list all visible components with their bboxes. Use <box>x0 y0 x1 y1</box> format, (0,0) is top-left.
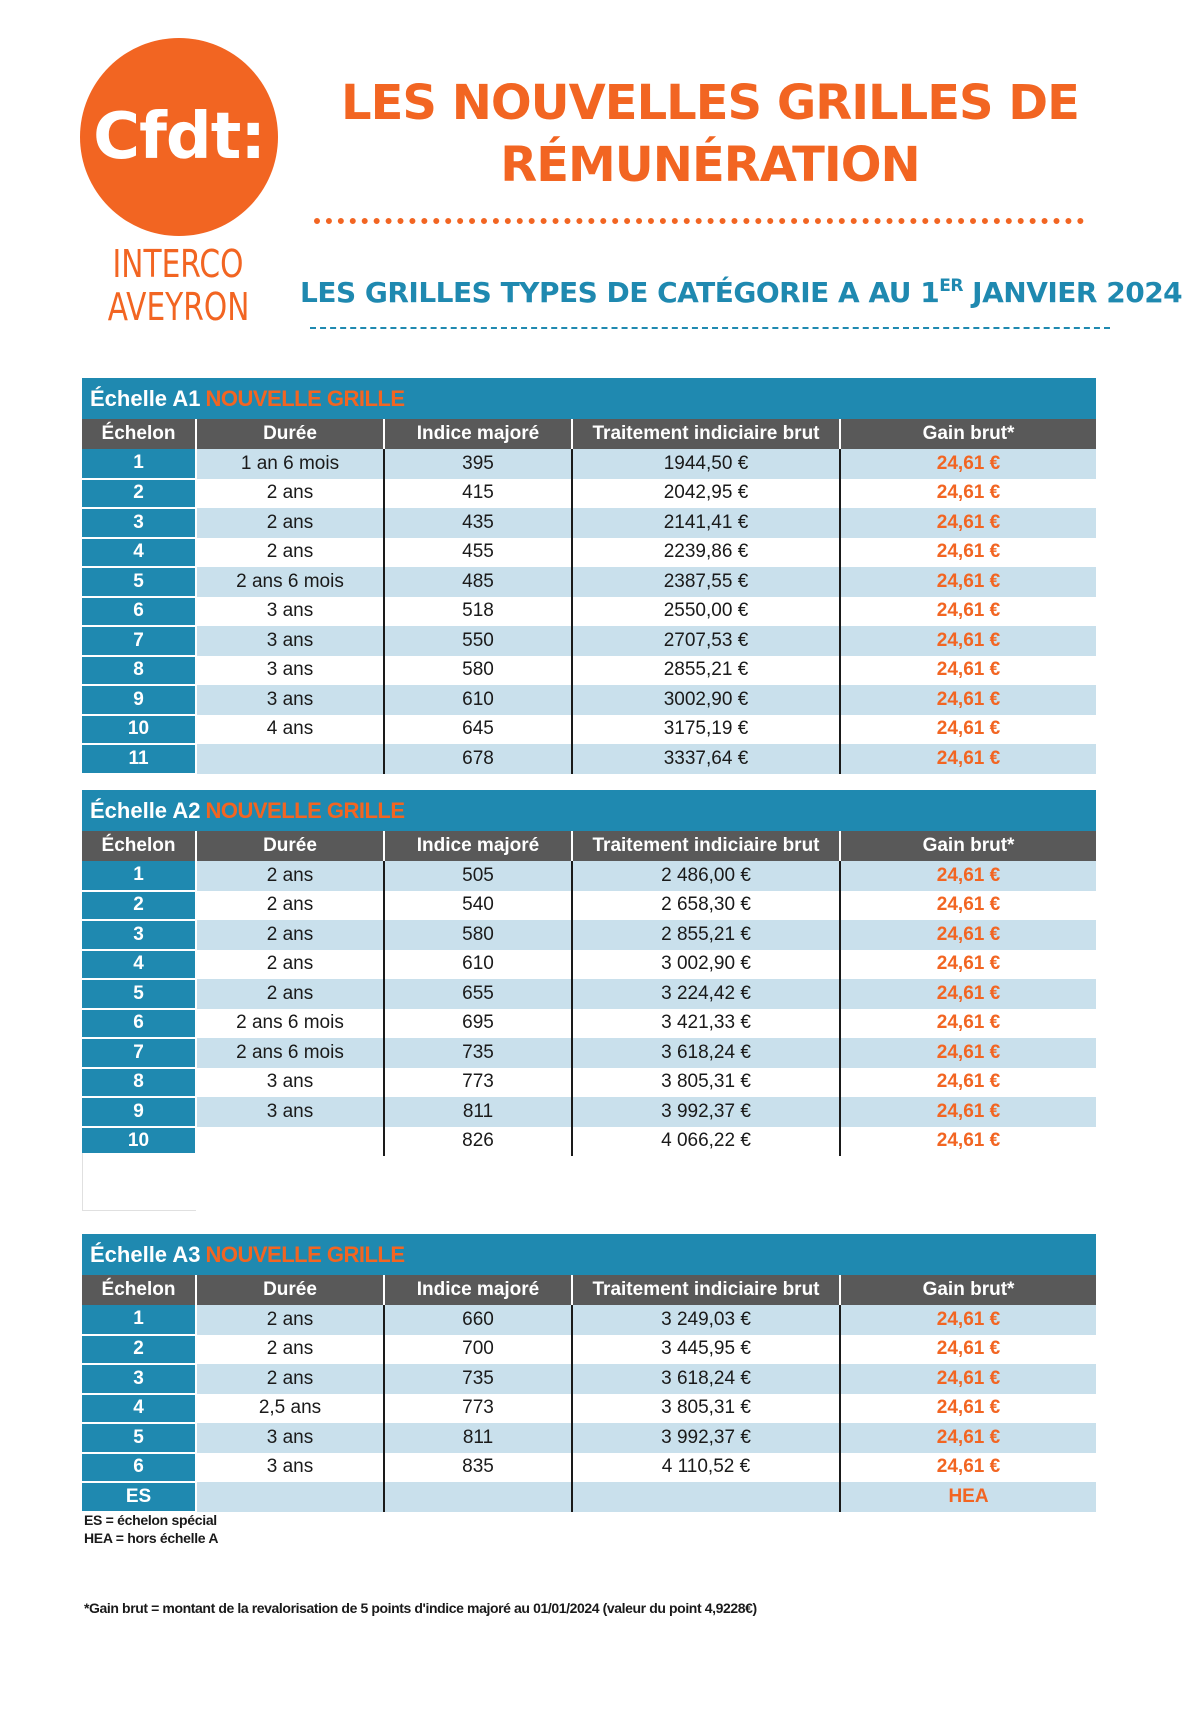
col-indice-majore-cell: 540 <box>384 891 572 921</box>
table-header-row <box>82 419 1096 449</box>
col-duree-cell <box>196 744 384 774</box>
table-row <box>82 1305 1096 1335</box>
col-duree-cell: 3 ans <box>196 1097 384 1127</box>
col-echelon-cell: 8 <box>82 1068 196 1098</box>
table-row <box>82 685 1096 715</box>
col-gain-brut-cell: 24,61 € <box>840 1423 1096 1453</box>
header-col-traitement-brut: Traitement indiciaire brut <box>572 831 840 861</box>
subtitle-main: LES GRILLES TYPES DE CATÉGORIE A AU 1 <box>300 276 940 309</box>
col-duree-cell: 2 ans <box>196 891 384 921</box>
col-gain-brut-cell: 24,61 € <box>936 1012 1001 1034</box>
table-row <box>82 1482 1096 1512</box>
col-indice-majore-cell: 735 <box>384 1038 572 1068</box>
col-gain-brut-cell: 24,61 € <box>840 449 1096 479</box>
col-indice-majore-cell: 773 <box>384 1394 572 1424</box>
table-row <box>82 626 1096 656</box>
col-traitement-brut-cell: 2 855,21 € <box>572 920 840 950</box>
col-traitement-brut-cell: 3 805,31 € <box>572 1068 840 1098</box>
col-duree-cell: 2 ans <box>196 479 384 509</box>
grid-table <box>82 1275 1096 1513</box>
col-duree-cell: 3 ans <box>196 1068 384 1098</box>
col-indice-majore-cell: 811 <box>384 1423 572 1453</box>
col-traitement-brut-cell: 4 066,22 € <box>572 1127 840 1157</box>
grid-tag: NOUVELLE GRILLE <box>205 385 405 411</box>
col-echelon-cell: 3 <box>82 508 196 538</box>
table-row <box>82 1453 1096 1483</box>
col-indice-majore-cell: 826 <box>384 1127 572 1157</box>
col-echelon-cell: 10 <box>82 1127 196 1157</box>
col-duree-cell: 3 ans <box>196 1453 384 1483</box>
page-title-line1: LES NOUVELLES GRILLES DE <box>341 75 1079 131</box>
col-traitement-brut-cell: 2855,21 € <box>572 656 840 686</box>
col-echelon-cell: 9 <box>82 1097 196 1127</box>
col-echelon-cell: 5 <box>82 1423 196 1453</box>
table-row <box>82 538 1096 568</box>
col-indice-majore-cell: 485 <box>384 567 572 597</box>
col-echelon-cell: 2 <box>82 1335 196 1365</box>
header-col-echelon: Échelon <box>82 831 196 861</box>
col-gain-brut-cell: 24,61 € <box>936 1130 1001 1152</box>
col-indice-majore-cell: 695 <box>384 1009 572 1039</box>
col-duree-cell: 4 ans <box>196 715 384 745</box>
col-duree-cell: 2,5 ans <box>196 1394 384 1424</box>
col-traitement-brut-cell <box>572 1482 840 1512</box>
page-title-line2: RÉMUNÉRATION <box>500 137 920 193</box>
legend-hea: HEA = hors échelle A <box>84 1530 219 1546</box>
col-duree-cell: 2 ans 6 mois <box>196 567 384 597</box>
col-traitement-brut-cell: 4 110,52 € <box>572 1453 840 1483</box>
col-gain-brut-cell: 24,61 € <box>936 600 1001 622</box>
col-gain-brut-cell: 24,61 € <box>840 744 1096 774</box>
col-gain-brut-cell: 24,61 € <box>840 567 1096 597</box>
table-row <box>82 950 1096 980</box>
col-indice-majore-cell: 660 <box>384 1305 572 1335</box>
col-duree-cell: 2 ans <box>196 950 384 980</box>
col-echelon-cell: ES <box>82 1482 196 1512</box>
col-traitement-brut-cell: 2141,41 € <box>572 508 840 538</box>
col-duree-cell <box>196 1482 384 1512</box>
grid-table <box>82 831 1096 1157</box>
col-indice-majore-cell: 550 <box>384 626 572 656</box>
col-duree-cell: 2 ans <box>196 538 384 568</box>
grid-tag: NOUVELLE GRILLE <box>205 797 405 823</box>
col-indice-majore-cell: 678 <box>384 744 572 774</box>
logo-text: Cfdt: <box>93 100 265 174</box>
col-duree-cell: 2 ans <box>196 1364 384 1394</box>
table-row <box>82 861 1096 891</box>
table-row <box>82 597 1096 627</box>
grid-name: Échelle A1 <box>90 385 201 411</box>
col-indice-majore-cell: 415 <box>384 479 572 509</box>
col-indice-majore-cell: 505 <box>384 861 572 891</box>
col-gain-brut-cell: 24,61 € <box>840 1097 1096 1127</box>
header-col-gain-brut: Gain brut* <box>840 1275 1096 1305</box>
col-indice-majore-cell: 610 <box>384 950 572 980</box>
col-echelon-cell: 6 <box>82 1009 196 1039</box>
table-row <box>82 508 1096 538</box>
header-col-duree: Durée <box>196 419 384 449</box>
col-echelon-cell: 5 <box>82 979 196 1009</box>
col-echelon-cell: 11 <box>82 744 196 774</box>
col-gain-brut-cell: 24,61 € <box>840 1038 1096 1068</box>
col-traitement-brut-cell: 3002,90 € <box>572 685 840 715</box>
col-duree-cell <box>196 1127 384 1157</box>
col-indice-majore-cell <box>384 1482 572 1512</box>
col-echelon-cell: 2 <box>82 479 196 509</box>
col-gain-brut-cell: 24,61 € <box>840 979 1096 1009</box>
header-col-gain-brut: Gain brut* <box>840 419 1096 449</box>
col-duree-cell: 2 ans <box>196 1335 384 1365</box>
col-gain-brut-cell: 24,61 € <box>936 541 1001 563</box>
table-row <box>82 1423 1096 1453</box>
col-duree-cell: 2 ans <box>196 1305 384 1335</box>
col-indice-majore-cell: 395 <box>384 449 572 479</box>
col-indice-majore-cell: 580 <box>384 656 572 686</box>
header-col-traitement-brut: Traitement indiciaire brut <box>572 1275 840 1305</box>
col-echelon-cell: 4 <box>82 1394 196 1424</box>
table-row <box>82 1127 1096 1157</box>
col-echelon-cell: 9 <box>82 685 196 715</box>
col-echelon-cell: 1 <box>82 1305 196 1335</box>
col-indice-majore-cell: 518 <box>384 597 572 627</box>
col-gain-brut-cell: 24,61 € <box>936 482 1001 504</box>
col-echelon-cell: 4 <box>82 950 196 980</box>
header-col-indice-majore: Indice majoré <box>384 1275 572 1305</box>
table-row <box>82 891 1096 921</box>
grid-title <box>82 378 1096 419</box>
table-header-row <box>82 831 1096 861</box>
col-traitement-brut-cell: 3 421,33 € <box>572 1009 840 1039</box>
col-traitement-brut-cell: 3 618,24 € <box>572 1364 840 1394</box>
table-row <box>82 1038 1096 1068</box>
col-indice-majore-cell: 811 <box>384 1097 572 1127</box>
orange-dotted-divider <box>314 218 1084 224</box>
table-row <box>82 479 1096 509</box>
col-gain-brut-cell: 24,61 € <box>840 1364 1096 1394</box>
col-duree-cell: 3 ans <box>196 626 384 656</box>
col-indice-majore-cell: 455 <box>384 538 572 568</box>
subtitle-end: JANVIER 2024 <box>962 276 1183 309</box>
col-duree-cell: 3 ans <box>196 597 384 627</box>
col-echelon-cell: 5 <box>82 567 196 597</box>
grid-tag: NOUVELLE GRILLE <box>205 1241 405 1267</box>
col-gain-brut-cell: HEA <box>840 1482 1096 1512</box>
table-header-row <box>82 1275 1096 1305</box>
logo-line-interco: INTERCO <box>112 242 244 286</box>
header-col-traitement-brut: Traitement indiciaire brut <box>572 419 840 449</box>
col-gain-brut-cell: 24,61 € <box>936 1071 1001 1093</box>
header-col-indice-majore: Indice majoré <box>384 419 572 449</box>
col-gain-brut-cell: 24,61 € <box>936 894 1001 916</box>
col-gain-brut-cell: 24,61 € <box>840 626 1096 656</box>
col-traitement-brut-cell: 2239,86 € <box>572 538 840 568</box>
col-duree-cell: 2 ans <box>196 920 384 950</box>
logo-line-aveyron: AVEYRON <box>107 285 250 329</box>
grid-title <box>82 1234 1096 1275</box>
col-traitement-brut-cell: 2550,00 € <box>572 597 840 627</box>
col-traitement-brut-cell: 3 445,95 € <box>572 1335 840 1365</box>
col-indice-majore-cell: 835 <box>384 1453 572 1483</box>
col-duree-cell: 2 ans <box>196 979 384 1009</box>
col-traitement-brut-cell: 3 249,03 € <box>572 1305 840 1335</box>
grid-title <box>82 790 1096 831</box>
table-row <box>82 1097 1096 1127</box>
col-traitement-brut-cell: 3 618,24 € <box>572 1038 840 1068</box>
col-indice-majore-cell: 435 <box>384 508 572 538</box>
table-row <box>82 744 1096 774</box>
col-traitement-brut-cell: 3 805,31 € <box>572 1394 840 1424</box>
table-row <box>82 1068 1096 1098</box>
col-indice-majore-cell: 773 <box>384 1068 572 1098</box>
header-col-echelon: Échelon <box>82 419 196 449</box>
col-gain-brut-cell: 24,61 € <box>840 861 1096 891</box>
col-traitement-brut-cell: 3 992,37 € <box>572 1423 840 1453</box>
col-gain-brut-cell: 24,61 € <box>840 920 1096 950</box>
col-echelon-cell: 3 <box>82 920 196 950</box>
col-gain-brut-cell: 24,61 € <box>840 508 1096 538</box>
col-traitement-brut-cell: 2 658,30 € <box>572 891 840 921</box>
col-duree-cell: 1 an 6 mois <box>196 449 384 479</box>
col-traitement-brut-cell: 3175,19 € <box>572 715 840 745</box>
cfdt-logo <box>80 38 278 236</box>
col-indice-majore-cell: 580 <box>384 920 572 950</box>
col-traitement-brut-cell: 2707,53 € <box>572 626 840 656</box>
col-traitement-brut-cell: 3 002,90 € <box>572 950 840 980</box>
col-duree-cell: 2 ans <box>196 508 384 538</box>
col-traitement-brut-cell: 3 992,37 € <box>572 1097 840 1127</box>
col-duree-cell: 3 ans <box>196 656 384 686</box>
col-indice-majore-cell: 610 <box>384 685 572 715</box>
col-traitement-brut-cell: 3337,64 € <box>572 744 840 774</box>
table-row <box>82 1335 1096 1365</box>
col-duree-cell: 3 ans <box>196 1423 384 1453</box>
grid-echelle-a3 <box>82 1234 1096 1513</box>
subtitle-superscript: ER <box>939 276 963 296</box>
col-echelon-cell: 6 <box>82 597 196 627</box>
col-echelon-cell: 6 <box>82 1453 196 1483</box>
grid-echelle-a2 <box>82 790 1096 1157</box>
col-gain-brut-cell: 24,61 € <box>936 953 1001 975</box>
col-echelon-cell: 7 <box>82 626 196 656</box>
empty-spacer <box>82 1153 196 1211</box>
col-traitement-brut-cell: 2042,95 € <box>572 479 840 509</box>
col-duree-cell: 2 ans 6 mois <box>196 1009 384 1039</box>
table-row <box>82 1394 1096 1424</box>
col-gain-brut-cell: 24,61 € <box>936 659 1001 681</box>
grid-echelle-a1 <box>82 378 1096 775</box>
col-gain-brut-cell: 24,61 € <box>936 1338 1001 1360</box>
col-duree-cell: 3 ans <box>196 685 384 715</box>
blue-dashed-divider <box>310 327 1110 329</box>
grid-table <box>82 419 1096 775</box>
col-echelon-cell: 3 <box>82 1364 196 1394</box>
footnote: *Gain brut = montant de la revalorisation de 5 points d'indice majoré au 01/01/2024 (valeur du point 4,9228€) <box>84 1600 757 1616</box>
col-echelon-cell: 10 <box>82 715 196 745</box>
col-echelon-cell: 2 <box>82 891 196 921</box>
col-gain-brut-cell: 24,61 € <box>936 1397 1001 1419</box>
table-row <box>82 1364 1096 1394</box>
col-echelon-cell: 1 <box>82 861 196 891</box>
table-row <box>82 656 1096 686</box>
col-traitement-brut-cell: 3 224,42 € <box>572 979 840 1009</box>
col-gain-brut-cell: 24,61 € <box>936 1456 1001 1478</box>
grid-name: Échelle A3 <box>90 1241 201 1267</box>
col-gain-brut-cell: 24,61 € <box>840 1305 1096 1335</box>
col-duree-cell: 2 ans 6 mois <box>196 1038 384 1068</box>
col-traitement-brut-cell: 2387,55 € <box>572 567 840 597</box>
table-row <box>82 567 1096 597</box>
table-row <box>82 979 1096 1009</box>
table-row <box>82 1009 1096 1039</box>
col-echelon-cell: 7 <box>82 1038 196 1068</box>
table-row <box>82 715 1096 745</box>
header-col-echelon: Échelon <box>82 1275 196 1305</box>
col-duree-cell: 2 ans <box>196 861 384 891</box>
col-traitement-brut-cell: 2 486,00 € <box>572 861 840 891</box>
col-echelon-cell: 4 <box>82 538 196 568</box>
col-indice-majore-cell: 645 <box>384 715 572 745</box>
col-indice-majore-cell: 700 <box>384 1335 572 1365</box>
table-row <box>82 449 1096 479</box>
grid-name: Échelle A2 <box>90 797 201 823</box>
header-col-indice-majore: Indice majoré <box>384 831 572 861</box>
header-col-duree: Durée <box>196 831 384 861</box>
col-indice-majore-cell: 655 <box>384 979 572 1009</box>
col-echelon-cell: 1 <box>82 449 196 479</box>
legend-es: ES = échelon spécial <box>84 1512 217 1528</box>
col-gain-brut-cell: 24,61 € <box>936 718 1001 740</box>
col-echelon-cell: 8 <box>82 656 196 686</box>
header-col-gain-brut: Gain brut* <box>840 831 1096 861</box>
col-indice-majore-cell: 735 <box>384 1364 572 1394</box>
header-col-duree: Durée <box>196 1275 384 1305</box>
col-gain-brut-cell: 24,61 € <box>840 685 1096 715</box>
col-traitement-brut-cell: 1944,50 € <box>572 449 840 479</box>
page-subtitle <box>300 276 1183 309</box>
table-row <box>82 920 1096 950</box>
